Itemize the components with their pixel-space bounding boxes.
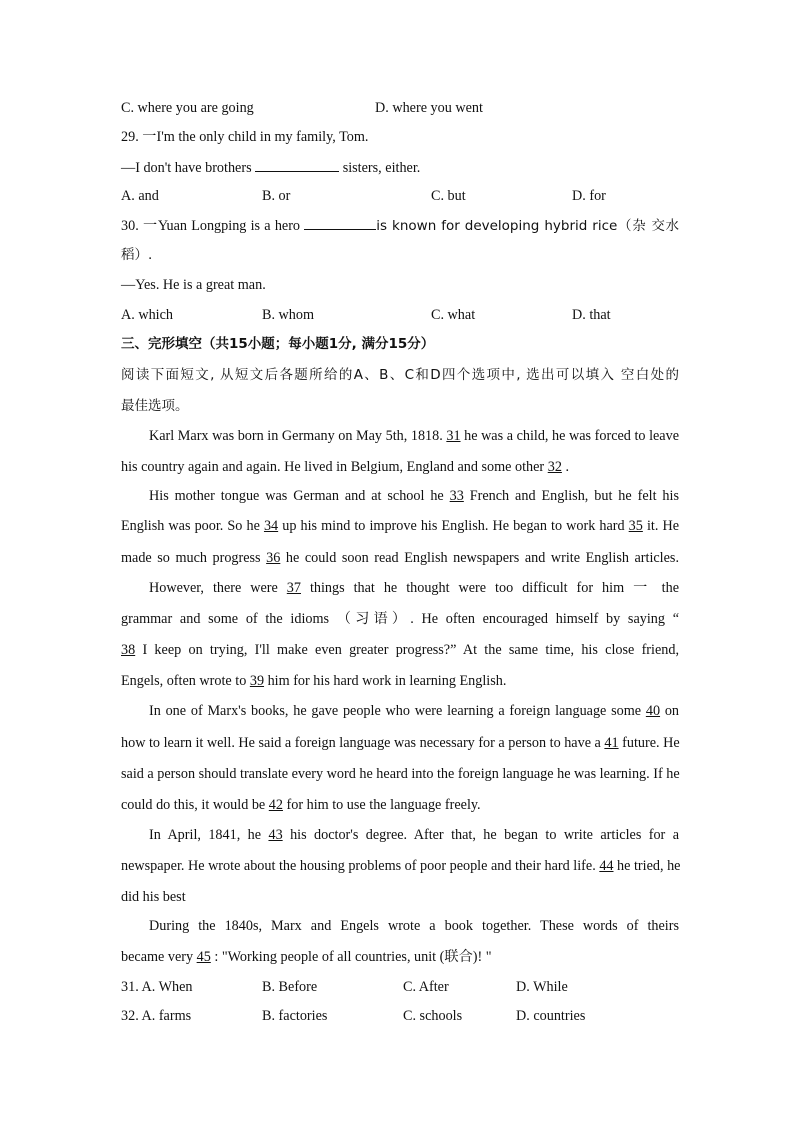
q31-option-a: 31. A. When [121,979,193,995]
q32-option-a: 32. A. farms [121,1008,192,1024]
q30-blank [304,215,376,230]
q32-option-b: B. factories [262,1008,328,1024]
passage-line: did his best [121,889,186,905]
q29-option-b: B. or [262,188,291,204]
q32-option-c: C. schools [403,1008,463,1024]
blank-44: 44 [599,858,614,874]
q29-option-c: C. but [431,188,466,204]
passage-line: English was poor. So he 34 up his mind to improve his English. He began to work hard 35 it. He [121,518,679,534]
blank-45: 45 [196,949,211,965]
q31-option-c: C. After [403,979,449,995]
q30-answer: —Yes. He is a great man. [121,277,266,293]
passage-line: his country again and again. He lived in Belgium, England and some other 32 . [121,459,569,475]
q29-option-a: A. and [121,188,159,204]
blank-33: 33 [449,488,464,504]
blank-43: 43 [268,827,283,843]
passage-line: Engels, often wrote to 39 him for his hard work in learning English. [121,673,507,689]
blank-42: 42 [268,797,283,813]
q31-option-d: D. While [516,979,568,995]
q30-line2: 稻）. [121,247,153,263]
passage-line: During the 1840s, Marx and Engels wrote a book together. These words of theirs [149,918,679,934]
passage-line: In one of Marx's books, he gave people who were learning a foreign language some 40 on [149,703,680,719]
q29-option-d: D. for [572,188,606,204]
passage-line: In April, 1841, he 43 his doctor's degree. After that, he began to write articles for a [149,827,679,843]
q32-option-d: D. countries [516,1008,586,1024]
blank-35: 35 [628,518,643,534]
q29-line2: —I don't have brothers sisters, either. [121,157,420,178]
blank-40: 40 [645,703,661,719]
passage-line: could do this, it would be 42 for him to use the language freely. [121,797,481,813]
blank-31: 31 [446,428,461,444]
blank-37: 37 [286,580,301,596]
q30-option-a: A. which [121,307,174,323]
q28-option-c: C. where you are going [121,100,254,116]
blank-41: 41 [604,735,619,751]
q29-line1: 29. 一I'm the only child in my family, Tom. [121,129,369,145]
passage-line: made so much progress 36 he could soon read English newspapers and write English articles. [121,550,679,566]
passage-line: His mother tongue was German and at school he 33 French and English, but he felt his [149,488,679,504]
q30-line1: 30. 一Yuan Longping is a hero is known for developing hybrid rice（杂 交水 [121,215,679,236]
passage-line: said a person should translate every word he heard into the foreign language he was learning. If he [121,766,680,782]
passage-line: Karl Marx was born in Germany on May 5th, 1818. 31 he was a child, he was forced to leave [149,428,679,444]
q28-option-d: D. where you went [375,100,483,116]
blank-32: 32 [547,459,562,475]
section-heading: 三、完形填空（共15小题；每小题1分, 满分15分） [121,336,435,352]
blank-38: 38 [121,642,136,658]
q30-option-b: B. whom [262,307,315,323]
q30-option-c: C. what [431,307,476,323]
blank-39: 39 [249,673,265,689]
passage-line: how to learn it well. He said a foreign language was necessary for a person to have a 41 future. He [121,735,680,751]
q29-blank [255,157,339,172]
section-instructions: 阅读下面短文, 从短文后各题所给的A、B、C和D四个选项中, 选出可以填入 空白处的 [121,367,679,383]
section-instructions-cont: 最佳选项。 [121,398,189,414]
passage-line: became very 45 : "Working people of all countries, unit (联合)! " [121,949,492,965]
passage-line: grammar and some of the idioms （习语）. He often encouraged himself by saying “ [121,611,679,627]
q30-option-d: D. that [572,307,611,323]
passage-line: However, there were 37 things that he thought were too difficult for him 一 the [149,580,679,596]
passage-line: 38 I keep on trying, I'll make even greater progress?” At the same time, his close friend, [121,642,679,658]
passage-line: newspaper. He wrote about the housing problems of poor people and their hard life. 44 he tried, he [121,858,681,874]
q31-option-b: B. Before [262,979,318,995]
blank-36: 36 [266,550,281,566]
blank-34: 34 [263,518,279,534]
